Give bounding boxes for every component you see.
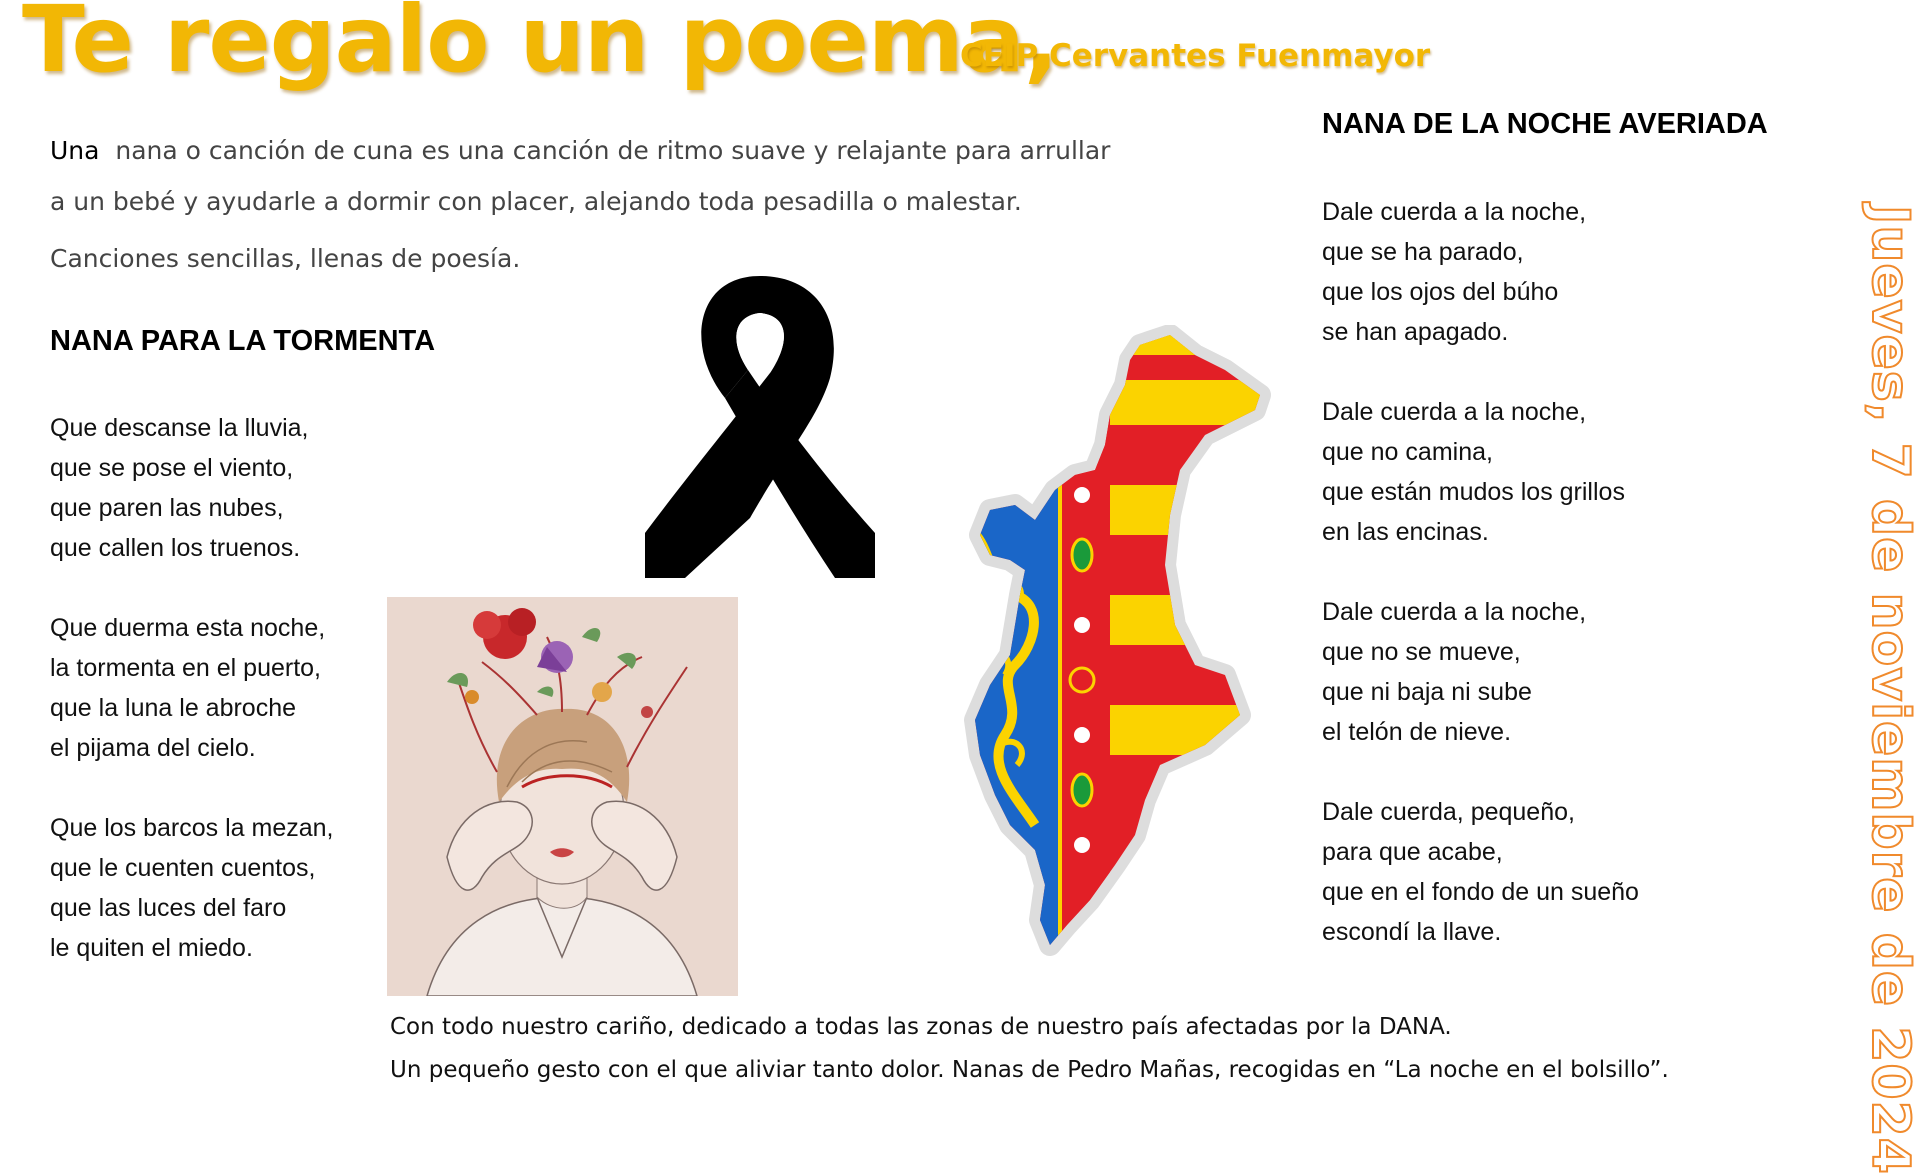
poem-right-title: NANA DE LA NOCHE AVERIADA xyxy=(1322,108,1768,140)
poem-line: que ni baja ni sube xyxy=(1322,678,1532,706)
poem-line: Dale cuerda a la noche, xyxy=(1322,398,1587,426)
poem-line: que las luces del faro xyxy=(50,894,287,922)
footer-credit: Un pequeño gesto con el que aliviar tanto dolor. Nanas de Pedro Mañas, recogidas en “La noche en el bolsillo”. xyxy=(390,1057,1669,1083)
intro-line-1-rest: nana o canción de cuna es una canción de ritmo suave y relajante para arrullar xyxy=(99,136,1111,165)
footer-dedication: Con todo nuestro cariño, dedicado a todas las zonas de nuestro país afectadas por la DANA. xyxy=(390,1014,1452,1040)
poem-line: que en el fondo de un sueño xyxy=(1322,878,1639,906)
poem-right-stanza-1 xyxy=(1322,192,1639,352)
poem-right-stanza-4 xyxy=(1322,792,1639,952)
poem-line: Que duerma esta noche, xyxy=(50,614,326,642)
poem-line: que están mudos los grillos xyxy=(1322,478,1625,506)
poem-left-title: NANA PARA LA TORMENTA xyxy=(50,325,436,357)
intro-first-word: Una xyxy=(50,136,100,165)
poem-left-stanza-3 xyxy=(50,808,333,968)
poem-line: Dale cuerda a la noche, xyxy=(1322,198,1587,226)
poem-line: el pijama del cielo. xyxy=(50,734,256,762)
poem-line: que los ojos del búho xyxy=(1322,278,1559,306)
poem-right-stanza-2 xyxy=(1322,392,1639,552)
poem-line: se han apagado. xyxy=(1322,318,1509,346)
black-ribbon-icon xyxy=(640,268,880,578)
poem-right-stanza-3 xyxy=(1322,592,1639,752)
poem-line: para que acabe, xyxy=(1322,838,1503,866)
poem-line: que se pose el viento, xyxy=(50,454,294,482)
date-vertical xyxy=(1860,205,1920,1175)
poem-line: que la luna le abroche xyxy=(50,694,297,722)
school-name: CEIP Cervantes Fuenmayor xyxy=(960,38,1431,74)
poem-line: Que los barcos la mezan, xyxy=(50,814,334,842)
poem-line: que no camina, xyxy=(1322,438,1493,466)
intro-text xyxy=(50,125,1150,284)
poem-line: que se ha parado, xyxy=(1322,238,1524,266)
valencia-flag-map xyxy=(955,325,1285,975)
crying-woman-illustration xyxy=(387,597,738,996)
poem-line: que paren las nubes, xyxy=(50,494,284,522)
poem-right xyxy=(1322,192,1639,992)
poem-line: Dale cuerda, pequeño, xyxy=(1322,798,1575,826)
poem-line: Dale cuerda a la noche, xyxy=(1322,598,1587,626)
poem-line: en las encinas. xyxy=(1322,518,1489,546)
poem-line: Que descanse la lluvia, xyxy=(50,414,309,442)
poem-line: escondí la llave. xyxy=(1322,918,1502,946)
poem-line: la tormenta en el puerto, xyxy=(50,654,321,682)
intro-line-1 xyxy=(50,125,1150,176)
intro-line-2: a un bebé y ayudarle a dormir con placer, alejando toda pesadilla o malestar. xyxy=(50,187,1022,216)
poem-left xyxy=(50,408,333,1008)
intro-line-3: Canciones sencillas, llenas de poesía. xyxy=(50,244,521,273)
poem-line: que callen los truenos. xyxy=(50,534,301,562)
page-title: Te regalo un poema, xyxy=(22,0,1058,93)
poem-line: que le cuenten cuentos, xyxy=(50,854,316,882)
poem-left-stanza-2 xyxy=(50,608,333,768)
poem-line: el telón de nieve. xyxy=(1322,718,1512,746)
poem-left-stanza-1 xyxy=(50,408,333,568)
poem-line: le quiten el miedo. xyxy=(50,934,253,962)
date-text: Jueves, 7 de noviembre de 2024 xyxy=(1860,205,1920,1175)
poem-line: que no se mueve, xyxy=(1322,638,1521,666)
